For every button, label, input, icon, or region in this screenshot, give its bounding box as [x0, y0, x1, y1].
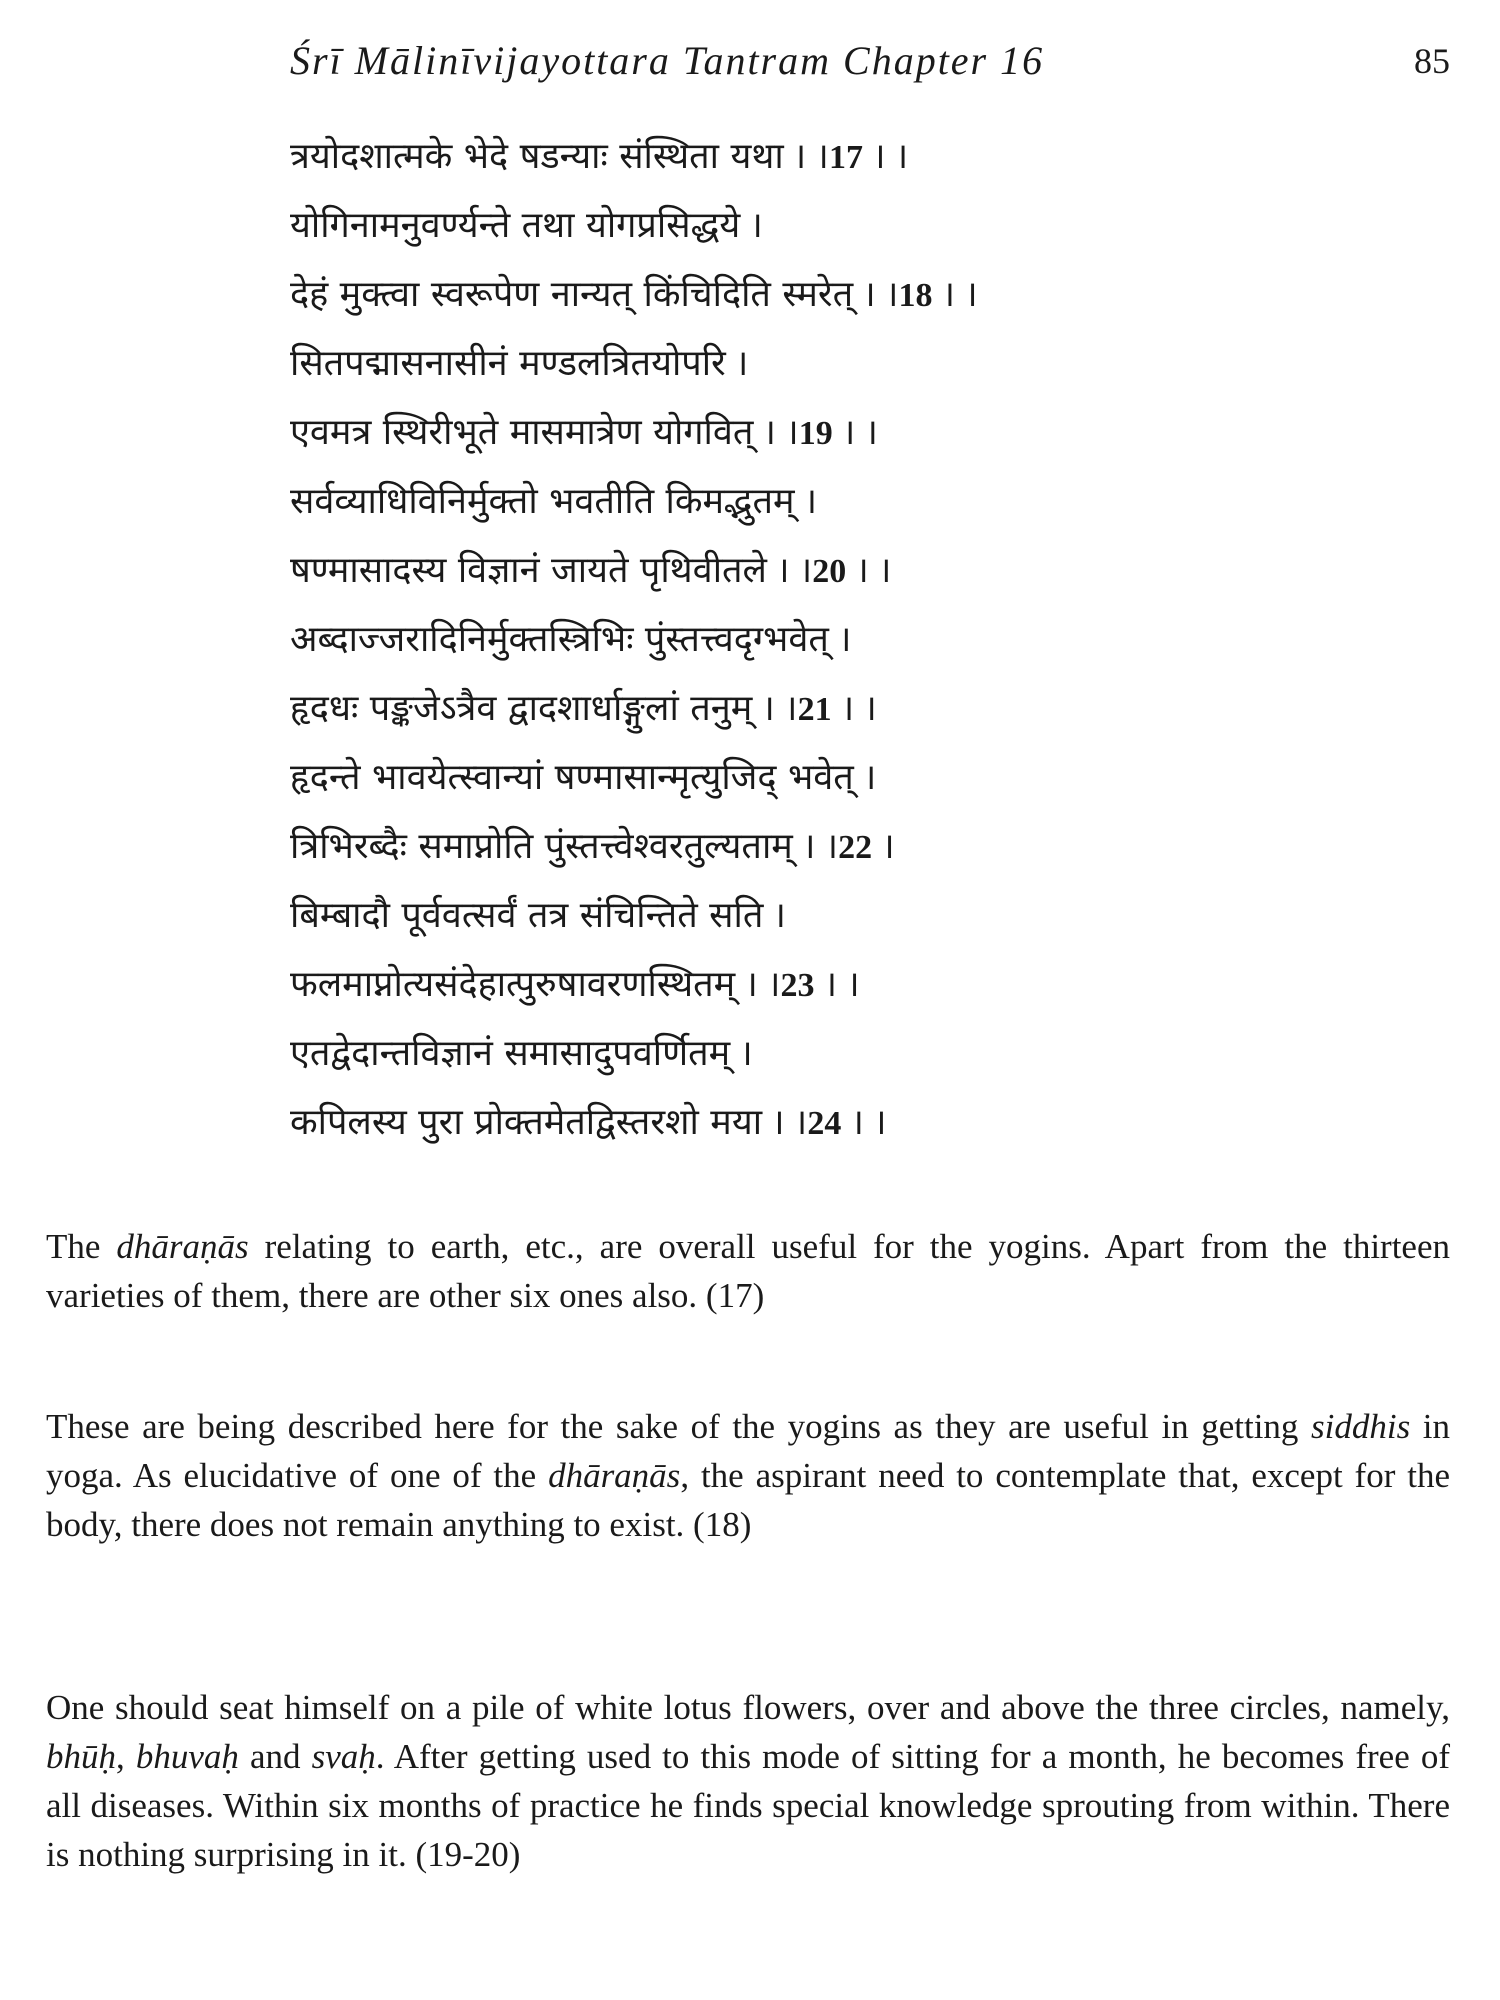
- verse-text: हृदन्ते भावयेत्स्वान्यां षण्मासान्मृत्युजिद् भवेत्: [290, 757, 854, 798]
- verse-line: फलमाप्नोत्यसंदेहात्पुरुषावरणस्थितम् । ।23 । ।: [290, 964, 860, 1005]
- verse-text: सर्वव्याधिविनिर्मुक्तो भवतीति किमद्भुतम्: [290, 481, 795, 522]
- verse-number: 22: [838, 829, 873, 866]
- sanskrit-term: dhāraṇās: [548, 1456, 681, 1495]
- sanskrit-verses: [290, 122, 1410, 1157]
- sanskrit-term: siddhis: [1311, 1407, 1411, 1446]
- verse-text: सितपद्मासनासीनं मण्डलत्रितयोपरि: [290, 343, 726, 384]
- verse-line: षण्मासादस्य विज्ञानं जायते पृथिवीतले । ।20 । ।: [290, 550, 892, 591]
- verse-number: 23: [780, 967, 815, 1004]
- translation-paragraph: One should seat himself on a pile of white lotus flowers, over and above the three circles, namely, bhūḥ, bhuvaḥ and svaḥ. After getting used to this mode of sitting for a month, he becomes free of all diseases. Within six months of practice he finds special knowledge sprouting from within. There is nothing surprising in it. (19-20): [46, 1688, 1450, 1874]
- verse-number: 18: [898, 277, 933, 314]
- verse-number: 21: [797, 691, 832, 728]
- running-header: [290, 36, 1450, 86]
- verse-line: अब्दाज्जरादिनिर्मुक्तस्त्रिभिः पुंस्तत्त्वदृग्भवेत् ।: [290, 619, 852, 660]
- sanskrit-term: dhāraṇās: [116, 1227, 249, 1266]
- verse-line: एवमत्र स्थिरीभूते मासमात्रेण योगवित् । ।19 । ।: [290, 412, 879, 453]
- verse-line: बिम्बादौ पूर्ववत्सर्वं तत्र संचिन्तिते सति ।: [290, 895, 787, 936]
- page-number: 85: [1414, 41, 1450, 81]
- verse-text: योगिनामनुवर्ण्यन्ते तथा योगप्रसिद्धये: [290, 205, 741, 246]
- verse-number: 19: [798, 415, 833, 452]
- verse-line: कपिलस्य पुरा प्रोक्तमेतद्विस्तरशो मया । ।24 । ।: [290, 1102, 887, 1143]
- verse-text: त्रिभिरब्दैः समाप्नोति पुंस्तत्त्वेश्वरतुल्यताम्: [290, 826, 793, 867]
- sanskrit-term: bhuvaḥ: [135, 1737, 239, 1776]
- verse-line: हृदधः पङ्कजेऽत्रैव द्वादशार्धाङ्गुलां तनुम् । ।21 । ।: [290, 688, 877, 729]
- verse-number: 24: [807, 1105, 842, 1142]
- verse-text: फलमाप्नोत्यसंदेहात्पुरुषावरणस्थितम्: [290, 964, 736, 1005]
- verse-text: देहं मुक्त्वा स्वरूपेण नान्यत् किंचिदिति स्मरेत्: [290, 274, 854, 315]
- verse-text: एवमत्र स्थिरीभूते मासमात्रेण योगवित्: [290, 412, 754, 453]
- verse-text: षण्मासादस्य विज्ञानं जायते पृथिवीतले: [290, 550, 767, 591]
- verse-text: हृदधः पङ्कजेऽत्रैव द्वादशार्धाङ्गुलां तनुम्: [290, 688, 753, 729]
- verse-line: हृदन्ते भावयेत्स्वान्यां षण्मासान्मृत्युजिद् भवेत् ।: [290, 757, 877, 798]
- translation-paragraph: These are being described here for the sake of the yogins as they are useful in getting siddhis in yoga. As elucidative of one of the dhāraṇās, the aspirant need to contemplate that, except for the body, there does not remain anything to exist. (18): [46, 1407, 1451, 1544]
- verse-text: त्रयोदशात्मके भेदे षडन्याः संस्थिता यथा: [290, 136, 784, 177]
- verse-line: त्रयोदशात्मके भेदे षडन्याः संस्थिता यथा । ।17 । ।: [290, 136, 909, 177]
- verse-text: बिम्बादौ पूर्ववत्सर्वं तत्र संचिन्तिते सति: [290, 895, 764, 936]
- chapter-title: Śrī Mālinīvijayottara Tantram Chapter 16: [290, 38, 1045, 83]
- verse-text: कपिलस्य पुरा प्रोक्तमेतद्विस्तरशो मया: [290, 1102, 763, 1143]
- sanskrit-term: svaḥ: [311, 1737, 376, 1776]
- verse-line: एतद्वेदान्तविज्ञानं समासादुपवर्णितम् ।: [290, 1033, 753, 1074]
- verse-line: देहं मुक्त्वा स्वरूपेण नान्यत् किंचिदिति स्मरेत् । ।18 । ।: [290, 274, 978, 315]
- verse-number: 20: [812, 553, 847, 590]
- verse-line: त्रिभिरब्दैः समाप्नोति पुंस्तत्त्वेश्वरतुल्यताम् । ।22 ।: [290, 826, 895, 867]
- verse-number: 17: [828, 139, 863, 176]
- verse-line: सर्वव्याधिविनिर्मुक्तो भवतीति किमद्भुतम् ।: [290, 481, 818, 522]
- verse-line: सितपद्मासनासीनं मण्डलत्रितयोपरि ।: [290, 343, 749, 384]
- verse-line: योगिनामनुवर्ण्यन्ते तथा योगप्रसिद्धये ।: [290, 205, 763, 246]
- verse-text: एतद्वेदान्तविज्ञानं समासादुपवर्णितम्: [290, 1033, 731, 1074]
- verse-text: अब्दाज्जरादिनिर्मुक्तस्त्रिभिः पुंस्तत्त्वदृग्भवेत्: [290, 619, 829, 660]
- translation-paragraph: The dhāraṇās relating to earth, etc., are overall useful for the yogins. Apart from the thirteen varieties of them, there are other six ones also. (17): [46, 1227, 1450, 1315]
- sanskrit-term: bhūḥ: [46, 1737, 116, 1776]
